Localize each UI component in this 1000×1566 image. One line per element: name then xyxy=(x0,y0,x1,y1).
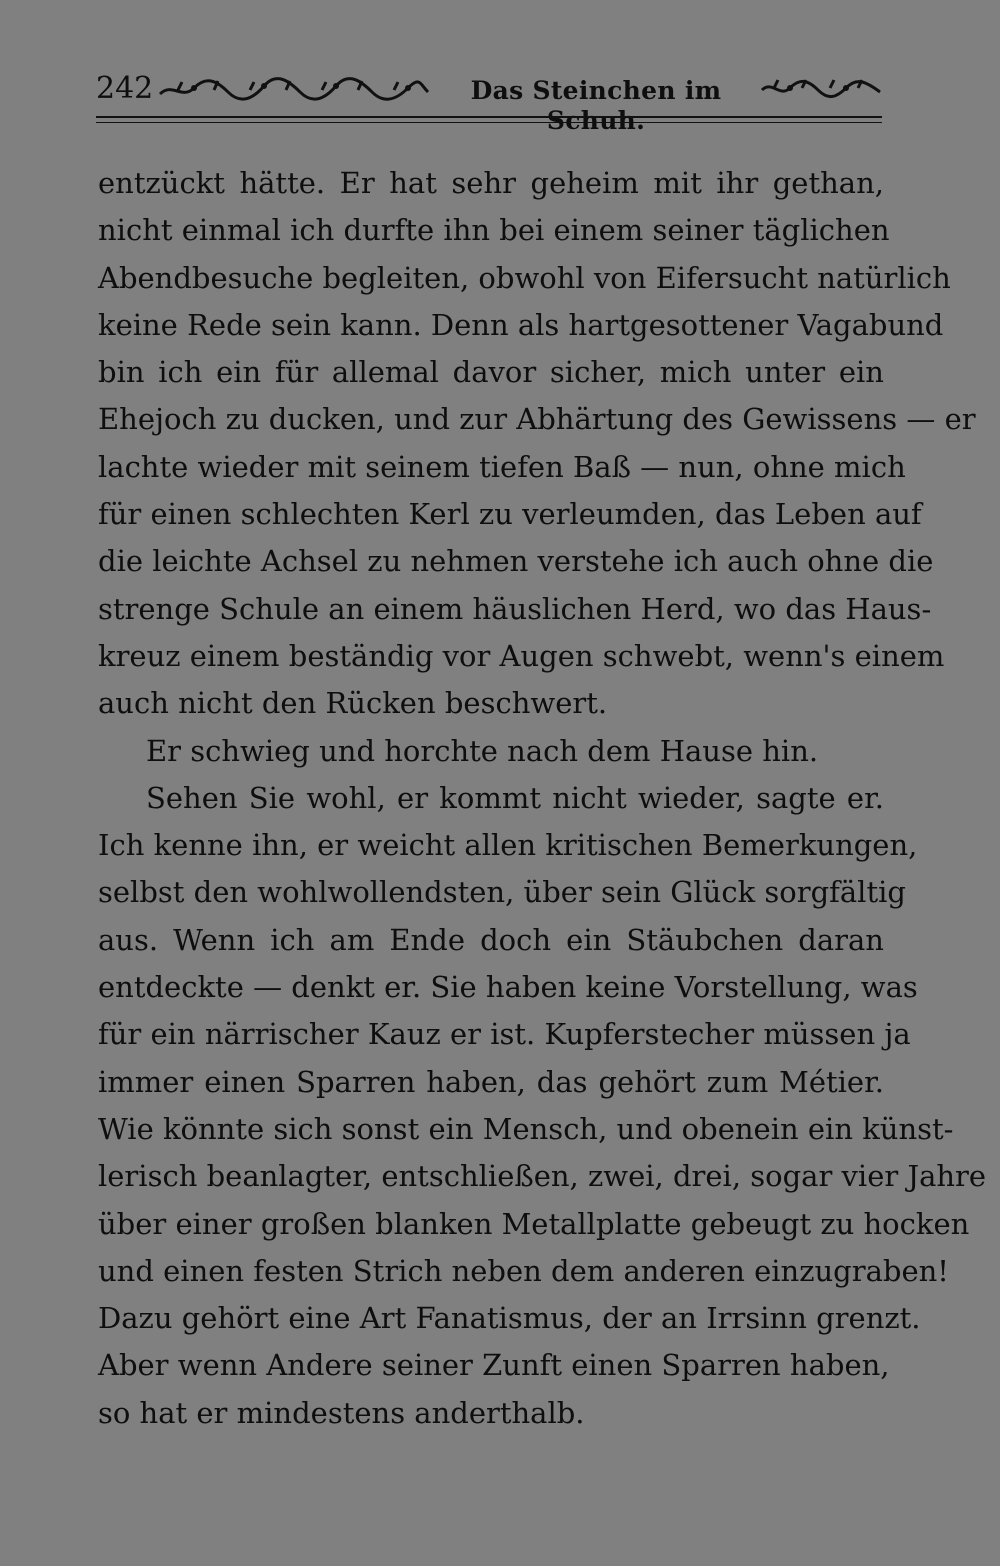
body-text xyxy=(98,160,987,1437)
text-line: nicht einmal ich durfte ihn bei einem seiner täglichen xyxy=(98,213,890,248)
text-line: bin ich ein für allemal davor sicher, mich unter ein xyxy=(98,355,884,390)
text-line: immer einen Sparren haben, das gehört zum Métier. xyxy=(98,1064,884,1099)
text-line: entdeckte — denkt er. Sie haben keine Vorstellung, was xyxy=(98,970,918,1005)
text-line: Aber wenn Andere seiner Zunft einen Sparren haben, xyxy=(98,1348,890,1383)
text-line: Sehen Sie wohl, er kommt nicht wieder, sagte er. xyxy=(146,780,884,815)
page-header xyxy=(96,68,882,135)
text-line: und einen festen Strich neben dem anderen einzugraben! xyxy=(98,1253,949,1288)
text-line: kreuz einem beständig vor Augen schwebt, wenn's einem xyxy=(98,638,945,673)
text-line: keine Rede sein kann. Denn als hartgesottener Vagabund xyxy=(98,307,944,342)
text-line: so hat er mindestens anderthalb. xyxy=(98,1395,585,1430)
header-rule xyxy=(96,116,882,123)
left-vine-ornament-icon xyxy=(158,76,430,102)
text-line: über einer großen blanken Metallplatte gebeugt zu hocken xyxy=(98,1206,970,1241)
text-line: Ehejoch zu ducken, und zur Abhärtung des Gewissens — er xyxy=(98,402,976,437)
right-vine-ornament-icon xyxy=(760,76,882,102)
text-line: lachte wieder mit seinem tiefen Baß — nun, ohne mich xyxy=(98,449,906,484)
text-line: strenge Schule an einem häuslichen Herd, wo das Haus- xyxy=(98,591,932,626)
text-line: Ich kenne ihn, er weicht allen kritischen Bemerkungen, xyxy=(98,828,918,863)
text-line: Abendbesuche begleiten, obwohl von Eifersucht natürlich xyxy=(98,260,951,295)
text-line: für ein närrischer Kauz er ist. Kupferstecher müssen ja xyxy=(98,1017,911,1052)
page-number: 242 xyxy=(96,71,154,106)
text-line: für einen schlechten Kerl zu verleumden, das Leben auf xyxy=(98,497,922,532)
text-line: Dazu gehört eine Art Fanatismus, der an Irrsinn grenzt. xyxy=(98,1301,921,1336)
text-line: aus. Wenn ich am Ende doch ein Stäubchen daran xyxy=(98,922,884,957)
text-line: lerisch beanlagter, entschließen, zwei, drei, sogar vier Jahre xyxy=(98,1159,987,1194)
text-line: selbst den wohlwollendsten, über sein Glück sorgfältig xyxy=(98,875,906,910)
text-line: Wie könnte sich sonst ein Mensch, und obenein ein künst- xyxy=(98,1111,954,1146)
text-line: entzückt hätte. Er hat sehr geheim mit ihr gethan, xyxy=(98,166,884,200)
text-line: die leichte Achsel zu nehmen verstehe ich auch ohne die xyxy=(98,544,934,579)
text-line: Er schwieg und horchte nach dem Hause hin. xyxy=(146,733,819,768)
text-line: auch nicht den Rücken beschwert. xyxy=(98,686,608,721)
running-title: Das Steinchen im Schuh. xyxy=(470,76,722,135)
